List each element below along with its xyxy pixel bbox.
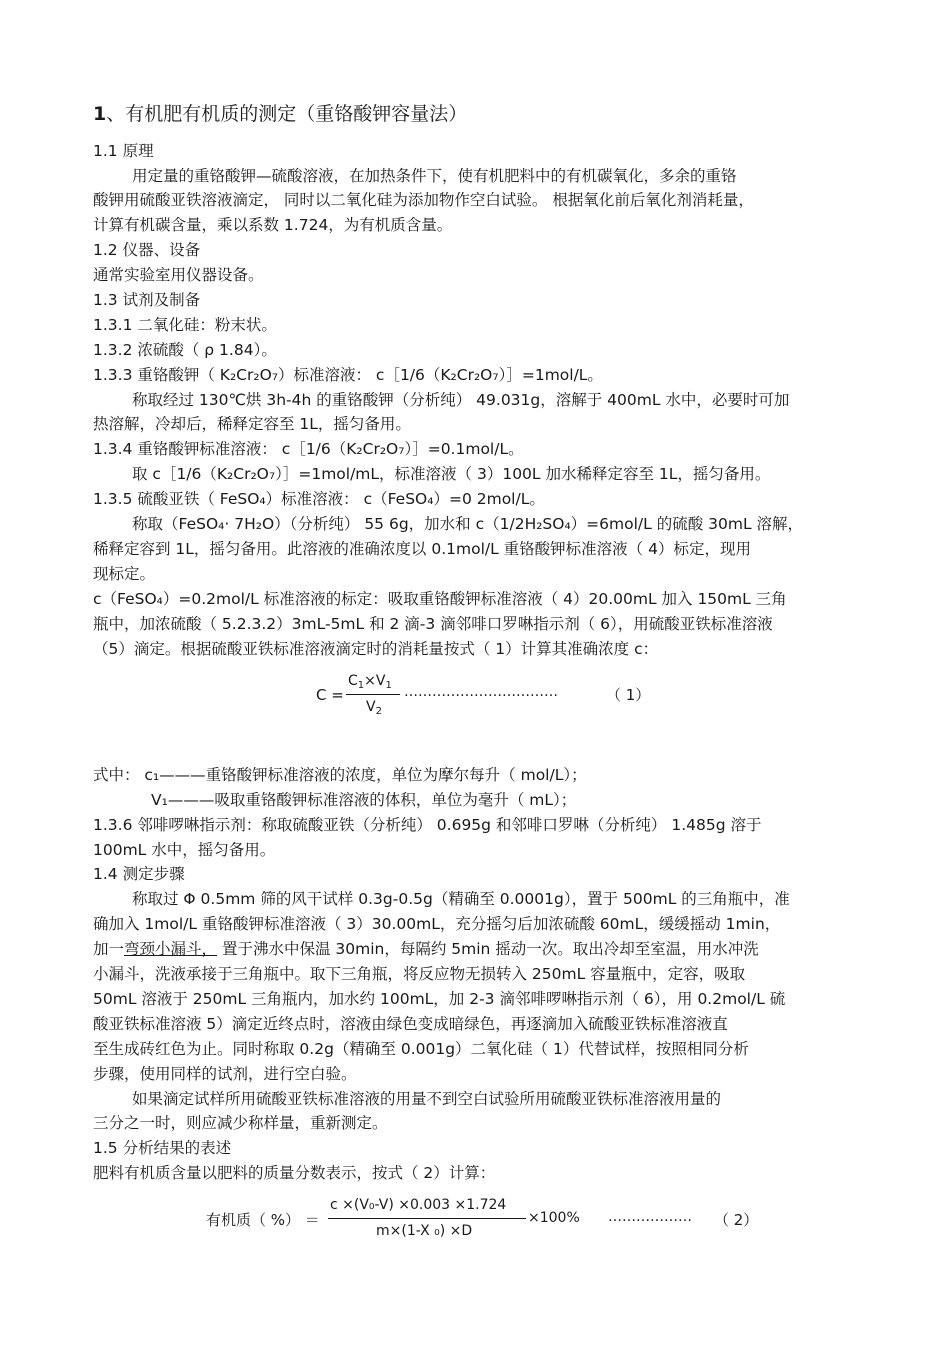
paragraph-line: 称取过 Φ 0.5mm 筛的风干试样 0.3g-0.5g（精确至 0.0001g），置于 500mL 的三角瓶中，准 <box>132 890 790 908</box>
heading-1-1: 1.1 原理 <box>93 142 154 160</box>
paragraph-line: 现标定。 <box>93 565 156 583</box>
paragraph-line: 酸亚铁标准溶液 5）滴定近终点时，溶液由绿色变成暗绿色，再逐滴加入硫酸亚铁标准溶液直 <box>93 1015 728 1033</box>
paragraph-line: V₁———吸取重铬酸钾标准溶液的体积，单位为毫升（ mL）； <box>151 791 577 809</box>
paragraph-line: 用定量的重铬酸钾—硫酸溶液，在加热条件下，使有机肥料中的有机碳氧化，多余的重铬 <box>132 167 737 185</box>
paragraph-line: 瓶中，加浓硫酸（ 5.2.3.2）3mL-5mL 和 2 滴-3 滴邻啡口罗啉指示剂（ 6），用硫酸亚铁标准溶液 <box>93 615 773 633</box>
leader-dots: ……………… <box>608 1209 692 1225</box>
paragraph-line: 确加入 1mol/L 重铬酸钾标准溶液（ 3）30.00mL，充分摇匀后加浓硫酸 60mL，缓缓摇动 1min， <box>93 915 781 933</box>
formula-2-numerator: c ×(V₀-V) ×0.003 ×1.724 <box>330 1197 507 1213</box>
paragraph-line: 称取（FeSO₄· 7H₂O）（分析纯） 55 6g，加水和 c（1/2H₂SO₄）=6mol/L 的硫酸 30mL 溶解， <box>132 515 804 533</box>
equation-number: （ 1） <box>606 686 651 704</box>
fraction-bar <box>328 1218 526 1219</box>
paragraph-line: 1.3.5 硫酸亚铁（ FeSO₄）标准溶液： c（FeSO₄）=0 2mol/L。 <box>93 490 545 508</box>
heading-1-3: 1.3 试剂及制备 <box>93 291 201 309</box>
paragraph-line: 1.3.2 浓硫酸（ ρ 1.84）。 <box>93 341 277 359</box>
paragraph-line: 50mL 溶液于 250mL 三角瓶内，加水约 100mL，加 2-3 滴邻啡啰啉指示剂（ 6），用 0.2mol/L 硫 <box>93 990 786 1008</box>
formula-1-numerator: $C_1\times V_1$ <box>348 673 392 691</box>
heading-1-4: 1.4 测定步骤 <box>93 865 185 883</box>
formula-1-denominator: $V_2$ <box>366 699 382 717</box>
paragraph-line: c（FeSO₄）=0.2mol/L 标准溶液的标定：吸取重铬酸钾标准溶液（ 4）20.00mL 加入 150mL 三角 <box>93 590 787 608</box>
formula-2-denominator: m×(1-X ₀) ×D <box>376 1223 473 1239</box>
paragraph-line: 1.3.1 二氧化硅：粉末状。 <box>93 316 277 334</box>
section-title: 1、有机肥有机质的测定（重铬酸钾容量法） <box>93 103 468 125</box>
equation-number: （ 2） <box>714 1211 759 1229</box>
paragraph-line: 称取经过 130℃烘 3h-4h 的重铬酸钾（分析纯） 49.031g，溶解于 400mL 水中，必要时可加 <box>132 391 790 409</box>
paragraph-line: 小漏斗，洗液承接于三角瓶中。取下三角瓶，将反应物无损转入 250mL 容量瓶中，定容，吸取 <box>93 965 746 983</box>
paragraph-line: 通常实验室用仪器设备。 <box>93 266 264 284</box>
paragraph-line: 酸钾用硫酸亚铁溶液滴定， 同时以二氧化硅为添加物作空白试验。 根据氧化前后氧化剂消耗量， <box>93 191 754 209</box>
heading-1-2: 1.2 仪器、设备 <box>93 241 201 259</box>
paragraph-line: 如果滴定试样所用硫酸亚铁标准溶液的用量不到空白试验所用硫酸亚铁标准溶液用量的 <box>132 1090 722 1108</box>
heading-1-5: 1.5 分析结果的表述 <box>93 1139 232 1157</box>
document-page: 1、有机肥有机质的测定（重铬酸钾容量法） 1.1 原理 用定量的重铬酸钾—硫酸溶液，在加热条件下，使有机肥料中的有机碳氧化，多余的重铬 酸钾用硫酸亚铁溶液滴定， 同时以二氧化硅为添加物作空白试验。 根据氧化前后氧化剂消耗量， 计算有机碳含量，乘以系数 1.724，为有机质含量。 1.2 仪器、设备 通常实验室用仪器设备。 1.3 试剂及制备 1.3.1 二氧化硅：粉末状。 1.3.2 浓硫酸（ ρ 1.84）。 1.3.3 重铬酸钾（ K₂Cr₂O₇）标准溶液： c［1/6（K₂Cr₂O₇）］=1mol/L。 称取经过 130℃烘 3h-4h 的重铬酸钾（分析纯） 49.031g，溶解于 400mL 水中，必要时可加 热溶解，冷却后，稀释定容至 1L，摇匀备用。 1.3.4 重铬酸钾标准溶液： c［1/6（K₂Cr₂O₇）］=0.1mol/L。 取 c［1/6（K₂Cr₂O₇）］=1mol/mL，标准溶液（ 3）100L 加水稀释定容至 1L，摇匀备用。 1.3.5 硫酸亚铁（ FeSO₄）标准溶液： c（FeSO₄）=0 2mol/L。 称取（FeSO₄· 7H₂O）（分析纯） 55 6g，加水和 c（1/2H₂SO₄）=6mol/L 的硫酸 30mL 溶解， 稀释定容到 1L，摇匀备用。此溶液的准确浓度以 0.1mol/L 重铬酸钾标准溶液（ 4）标定，现用 现标定。 c（FeSO₄）=0.2mol/L 标准溶液的标定：吸取重铬酸钾标准溶液（ 4）20.00mL 加入 150mL 三角 瓶中，加浓硫酸（ 5.2.3.2）3mL-5mL 和 2 滴-3 滴邻啡口罗啉指示剂（ 6），用硫酸亚铁标准溶液 （5）滴定。根据硫酸亚铁标准溶液滴定时的消耗量按式（ 1）计算其准确浓度 c： C = $C_1\times V_1$ $V_2$ …………………………… （ 1） 式中： c₁———重铬酸钾标准溶液的浓度，单位为摩尔每升（ mol/L）； V₁———吸取重铬酸钾标准溶液的体积，单位为毫升（ mL）； 1.3.6 邻啡啰啉指示剂：称取硫酸亚铁（分析纯） 0.695g 和邻啡口罗啉（分析纯） 1.485g 溶于 100mL 水中，摇匀备用。 1.4 测定步骤 称取过 Φ 0.5mm 筛的风干试样 0.3g-0.5g（精确至 0.0001g），置于 500mL 的三角瓶中，准 确加入 1mol/L 重铬酸钾标准溶液（ 3）30.00mL，充分摇匀后加浓硫酸 60mL，缓缓摇动 1min， 加一弯颈小漏斗， 置于沸水中保温 30min，每隔约 5min 摇动一次。取出冷却至室温，用水冲洗 小漏斗，洗液承接于三角瓶中。取下三角瓶，将反应物无损转入 250mL 容量瓶中，定容，吸取 50mL 溶液于 250mL 三角瓶内，加水约 100mL，加 2-3 滴邻啡啰啉指示剂（ 6），用 0.2mol/L 硫 酸亚铁标准溶液 5）滴定近终点时，溶液由绿色变成暗绿色，再逐滴加入硫酸亚铁标准溶液直 至生成砖红色为止。同时称取 0.2g（精确至 0.001g）二氧化硅（ 1）代替试样，按照相同分析 步骤，使用同样的试剂，进行空白验。 如果滴定试样所用硫酸亚铁标准溶液的用量不到空白试验所用硫酸亚铁标准溶液用量的 三分之一时，则应减少称样量，重新测定。 1.5 分析结果的表述 肥料有机质含量以肥料的质量分数表示，按式（ 2）计算： 有机质（ %） ＝ c ×(V₀-V) ×0.003 ×1.724 m×(1-X ₀) ×D ×100% ……………… （ 2） <box>93 103 804 1239</box>
paragraph-line: 三分之一时，则应减少称样量，重新测定。 <box>93 1114 388 1132</box>
paragraph-line: 式中： c₁———重铬酸钾标准溶液的浓度，单位为摩尔每升（ mol/L）； <box>93 766 587 784</box>
paragraph-line: 1.3.4 重铬酸钾标准溶液： c［1/6（K₂Cr₂O₇）］=0.1mol/L。 <box>93 440 524 458</box>
fraction-bar <box>346 694 400 695</box>
paragraph-line: 1.3.3 重铬酸钾（ K₂Cr₂O₇）标准溶液： c［1/6（K₂Cr₂O₇）］=1mol/L。 <box>93 366 603 384</box>
paragraph-line: 100mL 水中，摇匀备用。 <box>93 841 276 859</box>
paragraph-line: 加一弯颈小漏斗， 置于沸水中保温 30min，每隔约 5min 摇动一次。取出冷却至室温，用水冲洗 <box>93 940 759 958</box>
paragraph-line: 肥料有机质含量以肥料的质量分数表示，按式（ 2）计算： <box>93 1164 496 1182</box>
paragraph-line: 至生成砖红色为止。同时称取 0.2g（精确至 0.001g）二氧化硅（ 1）代替试样，按照相同分析 <box>93 1040 749 1058</box>
paragraph-line: 热溶解，冷却后，稀释定容至 1L，摇匀备用。 <box>93 415 411 433</box>
paragraph-line: 计算有机碳含量，乘以系数 1.724，为有机质含量。 <box>93 216 453 234</box>
paragraph-line: （5）滴定。根据硫酸亚铁标准溶液滴定时的消耗量按式（ 1）计算其准确浓度 c： <box>93 640 659 658</box>
leader-dots: …………………………… <box>404 684 558 700</box>
paragraph-line: 稀释定容到 1L，摇匀备用。此溶液的准确浓度以 0.1mol/L 重铬酸钾标准溶液（ 4）标定，现用 <box>93 540 751 558</box>
paragraph-line: 取 c［1/6（K₂Cr₂O₇）］=1mol/mL，标准溶液（ 3）100L 加水稀释定容至 1L，摇匀备用。 <box>132 465 771 483</box>
paragraph-line: 步骤，使用同样的试剂，进行空白验。 <box>93 1065 357 1083</box>
paragraph-line: 1.3.6 邻啡啰啉指示剂：称取硫酸亚铁（分析纯） 0.695g 和邻啡口罗啉（分析纯） 1.485g 溶于 <box>93 816 762 834</box>
